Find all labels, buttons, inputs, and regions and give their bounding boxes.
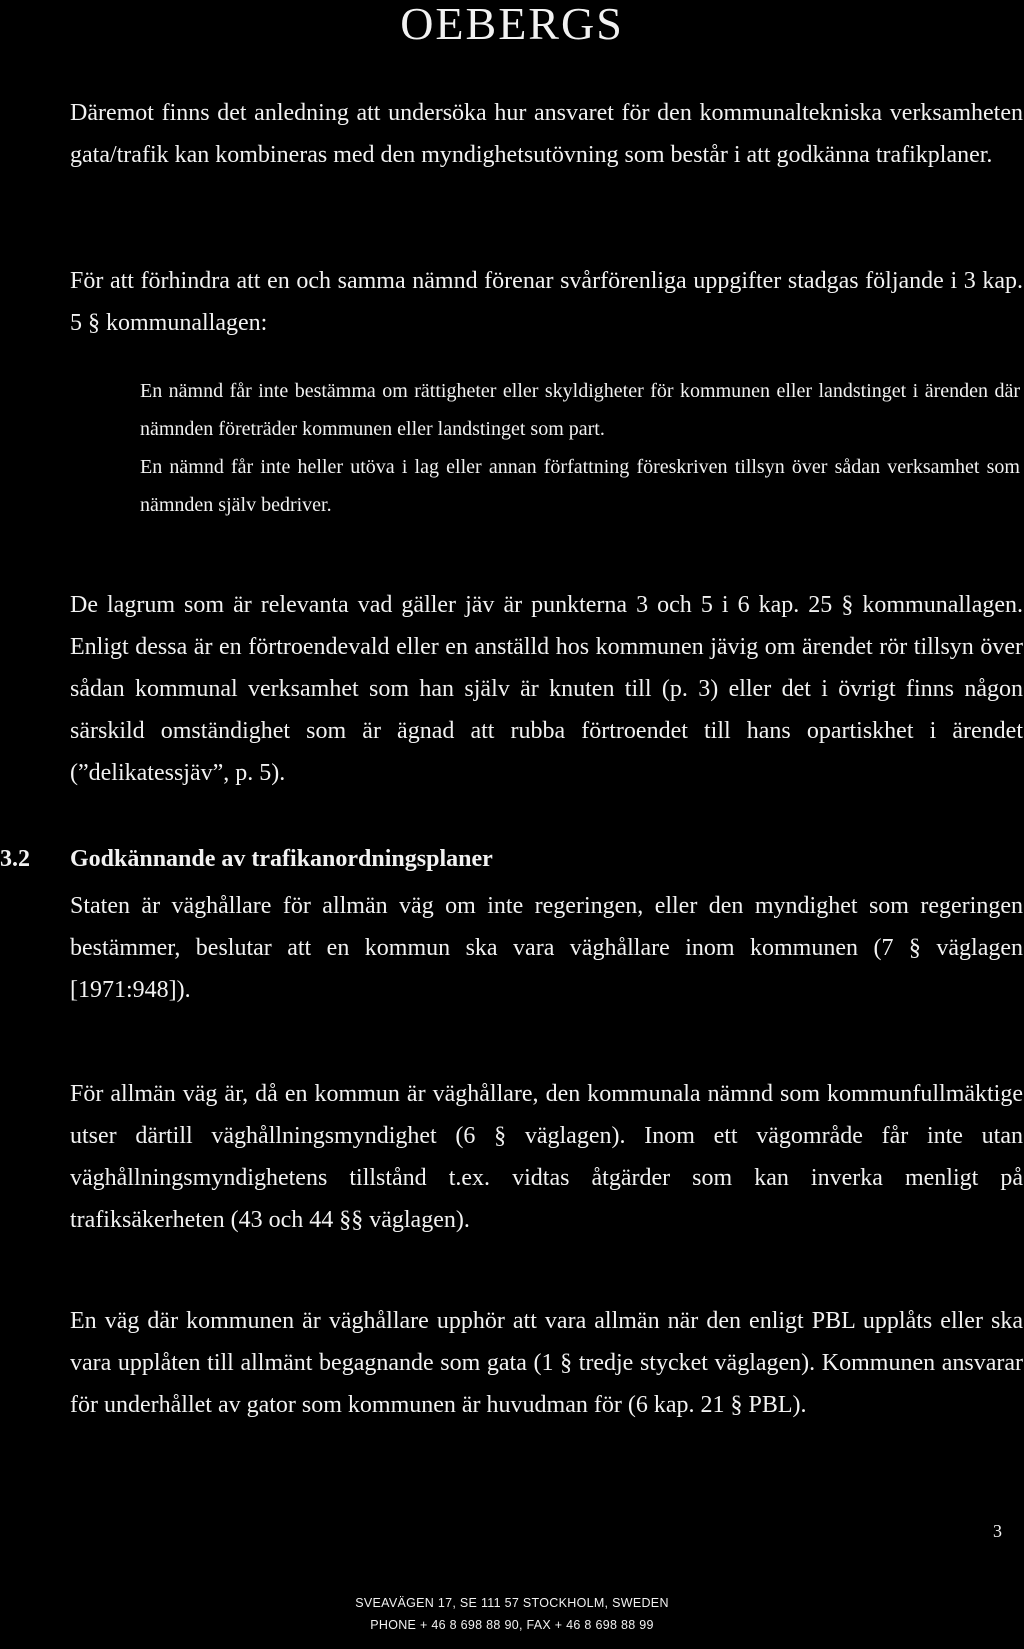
quoted-law-text-2: En nämnd får inte heller utöva i lag eller annan författning föreskriven tillsyn över sådan verksamhet som nämnden själv bedriver. xyxy=(140,456,1020,516)
quoted-law-text-1: En nämnd får inte bestämma om rättigheter eller skyldigheter för kommunen eller landstinget i ärenden där nämnden företräder kommunen eller landstinget som part. xyxy=(140,380,1020,440)
footer-address: SVEAVÄGEN 17, SE 111 57 STOCKHOLM, SWEDEN xyxy=(355,1596,669,1610)
section-paragraph-2: För allmän väg är, då en kommun är väghållare, den kommunala nämnd som kommunfullmäktige utser därtill väghållningsmyndighet (6 § väglagen). Inom ett vägområde får inte utan väghållningsmyndighetens tillstånd t.ex. vidtas åtgärder som kan inverka menligt på trafiksäkerheten (43 och 44 §§ väglagen). xyxy=(70,1081,1023,1233)
section-number: 3.2 xyxy=(0,846,30,872)
footer-phone: PHONE + 46 8 698 88 90, FAX + 46 8 698 88 99 xyxy=(370,1618,654,1632)
page-number: 3 xyxy=(993,1521,1002,1541)
paragraph-1: Däremot finns det anledning att undersöka hur ansvaret för den kommunaltekniska verksamheten gata/trafik kan kombineras med den myndighetsutövning som består i att godkänna trafikplaner. xyxy=(70,100,1023,168)
paragraph-3: De lagrum som är relevanta vad gäller jäv är punkterna 3 och 5 i 6 kap. 25 § kommunallagen. Enligt dessa är en förtroendevald eller en anställd hos kommunen jävig om ärendet rör tillsyn över sådan kommunal verksamhet som han själv är knuten till (p. 3) eller det i övrigt finns någon särskild omständighet som är ägnad att rubba förtroendet till hans opartiskhet i ärendet (”delikatessjäv”, p. 5). xyxy=(70,592,1023,786)
letterhead-title: OEBERGS xyxy=(400,0,624,49)
page-footer xyxy=(0,1592,1024,1636)
section-heading: Godkännande av trafikanordningsplaner xyxy=(70,846,493,872)
section-paragraph-3: En väg där kommunen är väghållare upphör att vara allmän när den enligt PBL upplåts eller ska vara upplåten till allmänt begagnande som gata (1 § tredje stycket väglagen). Kommunen ansvarar för underhållet av gator som kommunen är huvudman för (6 kap. 21 § PBL). xyxy=(70,1308,1023,1418)
paragraph-2: För att förhindra att en och samma nämnd förenar svårförenliga uppgifter stadgas följande i 3 kap. 5 § kommunallagen: xyxy=(70,268,1023,336)
section-paragraph-1: Staten är väghållare för allmän väg om inte regeringen, eller den myndighet som regeringen bestämmer, beslutar att en kommun ska vara väghållare inom kommunen (7 § väglagen [1971:948]). xyxy=(70,893,1023,1003)
